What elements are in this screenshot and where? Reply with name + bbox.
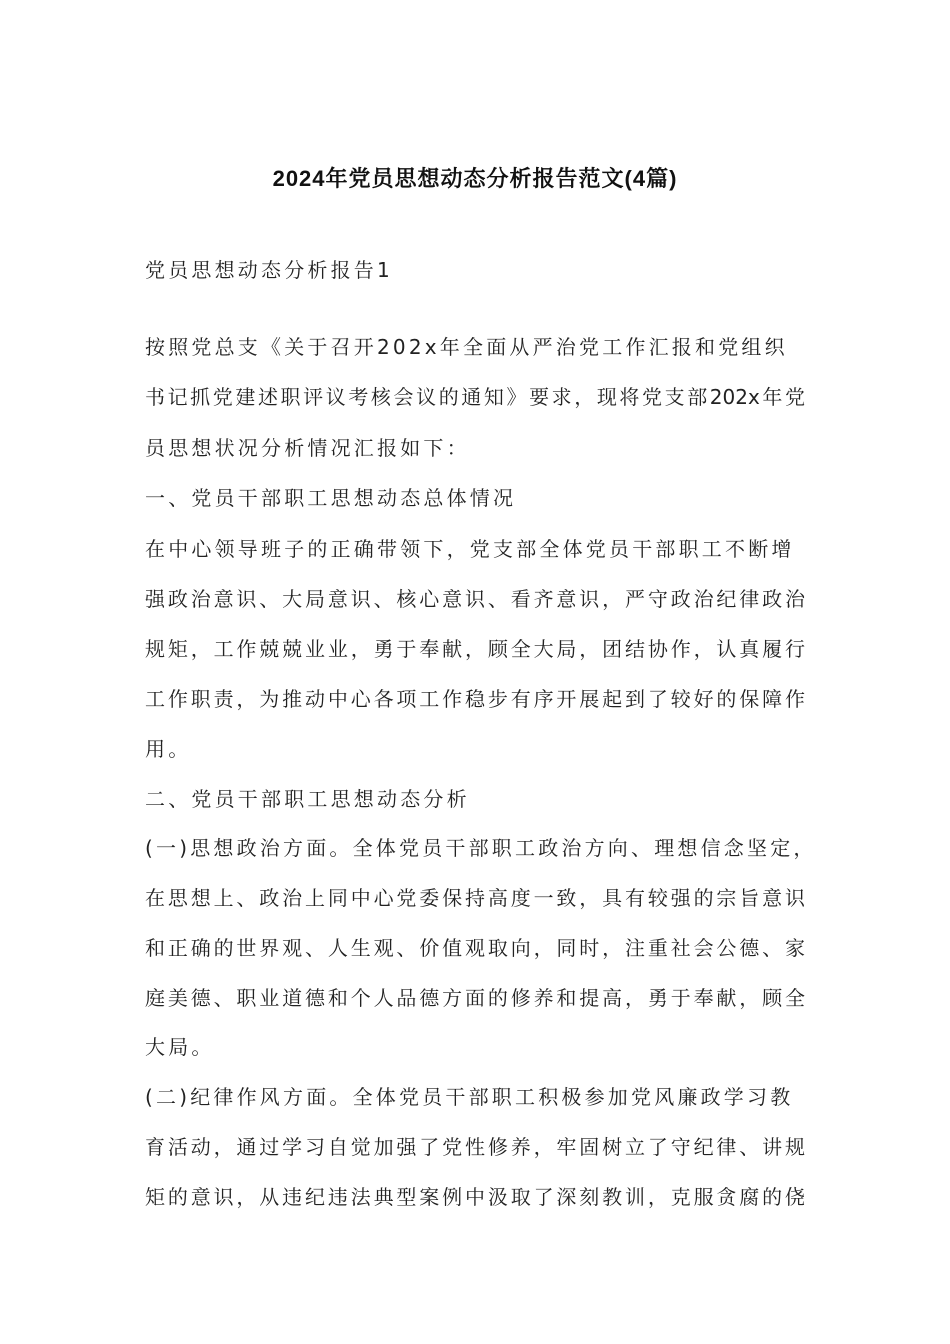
paragraph-line: (二)纪律作风方面。全体党员干部职工积极参加党风廉政学习教 bbox=[145, 1085, 794, 1109]
paragraph-line: 规矩，工作兢兢业业，勇于奉献，顾全大局，团结协作，认真履行 bbox=[145, 637, 805, 661]
paragraph-line: 庭美德、职业道德和个人品德方面的修养和提高，勇于奉献，顾全 bbox=[145, 986, 805, 1010]
paragraph-line: 一、党员干部职工思想动态总体情况 bbox=[145, 486, 517, 510]
paragraph-line: 在思想上、政治上同中心党委保持高度一致，具有较强的宗旨意识 bbox=[145, 886, 805, 910]
paragraph-line: 强政治意识、大局意识、核心意识、看齐意识，严守政治纪律政治 bbox=[145, 587, 805, 611]
paragraph-line: 员思想状况分析情况汇报如下： bbox=[145, 436, 470, 460]
paragraph-line: 工作职责，为推动中心各项工作稳步有序开展起到了较好的保障作 bbox=[145, 687, 805, 711]
paragraph-line: 在中心领导班子的正确带领下，党支部全体党员干部职工不断增 bbox=[145, 537, 795, 561]
paragraph-line: 育活动，通过学习自觉加强了党性修养，牢固树立了守纪律、讲规 bbox=[145, 1135, 805, 1159]
paragraph-line: 党员思想动态分析报告1 bbox=[145, 258, 393, 282]
paragraph-line: 用。 bbox=[145, 737, 192, 761]
document-title: 2024年党员思想动态分析报告范文(4篇) bbox=[272, 166, 678, 191]
paragraph-line: 大局。 bbox=[145, 1035, 215, 1059]
paragraph-line: 按照党总支《关于召开202x年全面从严治党工作汇报和党组织 bbox=[145, 335, 788, 359]
paragraph-line: 和正确的世界观、人生观、价值观取向，同时，注重社会公德、家 bbox=[145, 936, 805, 960]
paragraph-line: 书记抓党建述职评议考核会议的通知》要求，现将党支部202x年党 bbox=[145, 385, 805, 409]
paragraph-line: 矩的意识，从违纪违法典型案例中汲取了深刻教训，克服贪腐的侥 bbox=[145, 1185, 805, 1209]
paragraph-line: (一)思想政治方面。全体党员干部职工政治方向、理想信念坚定， bbox=[145, 836, 817, 860]
paragraph-line: 二、党员干部职工思想动态分析 bbox=[145, 787, 470, 811]
